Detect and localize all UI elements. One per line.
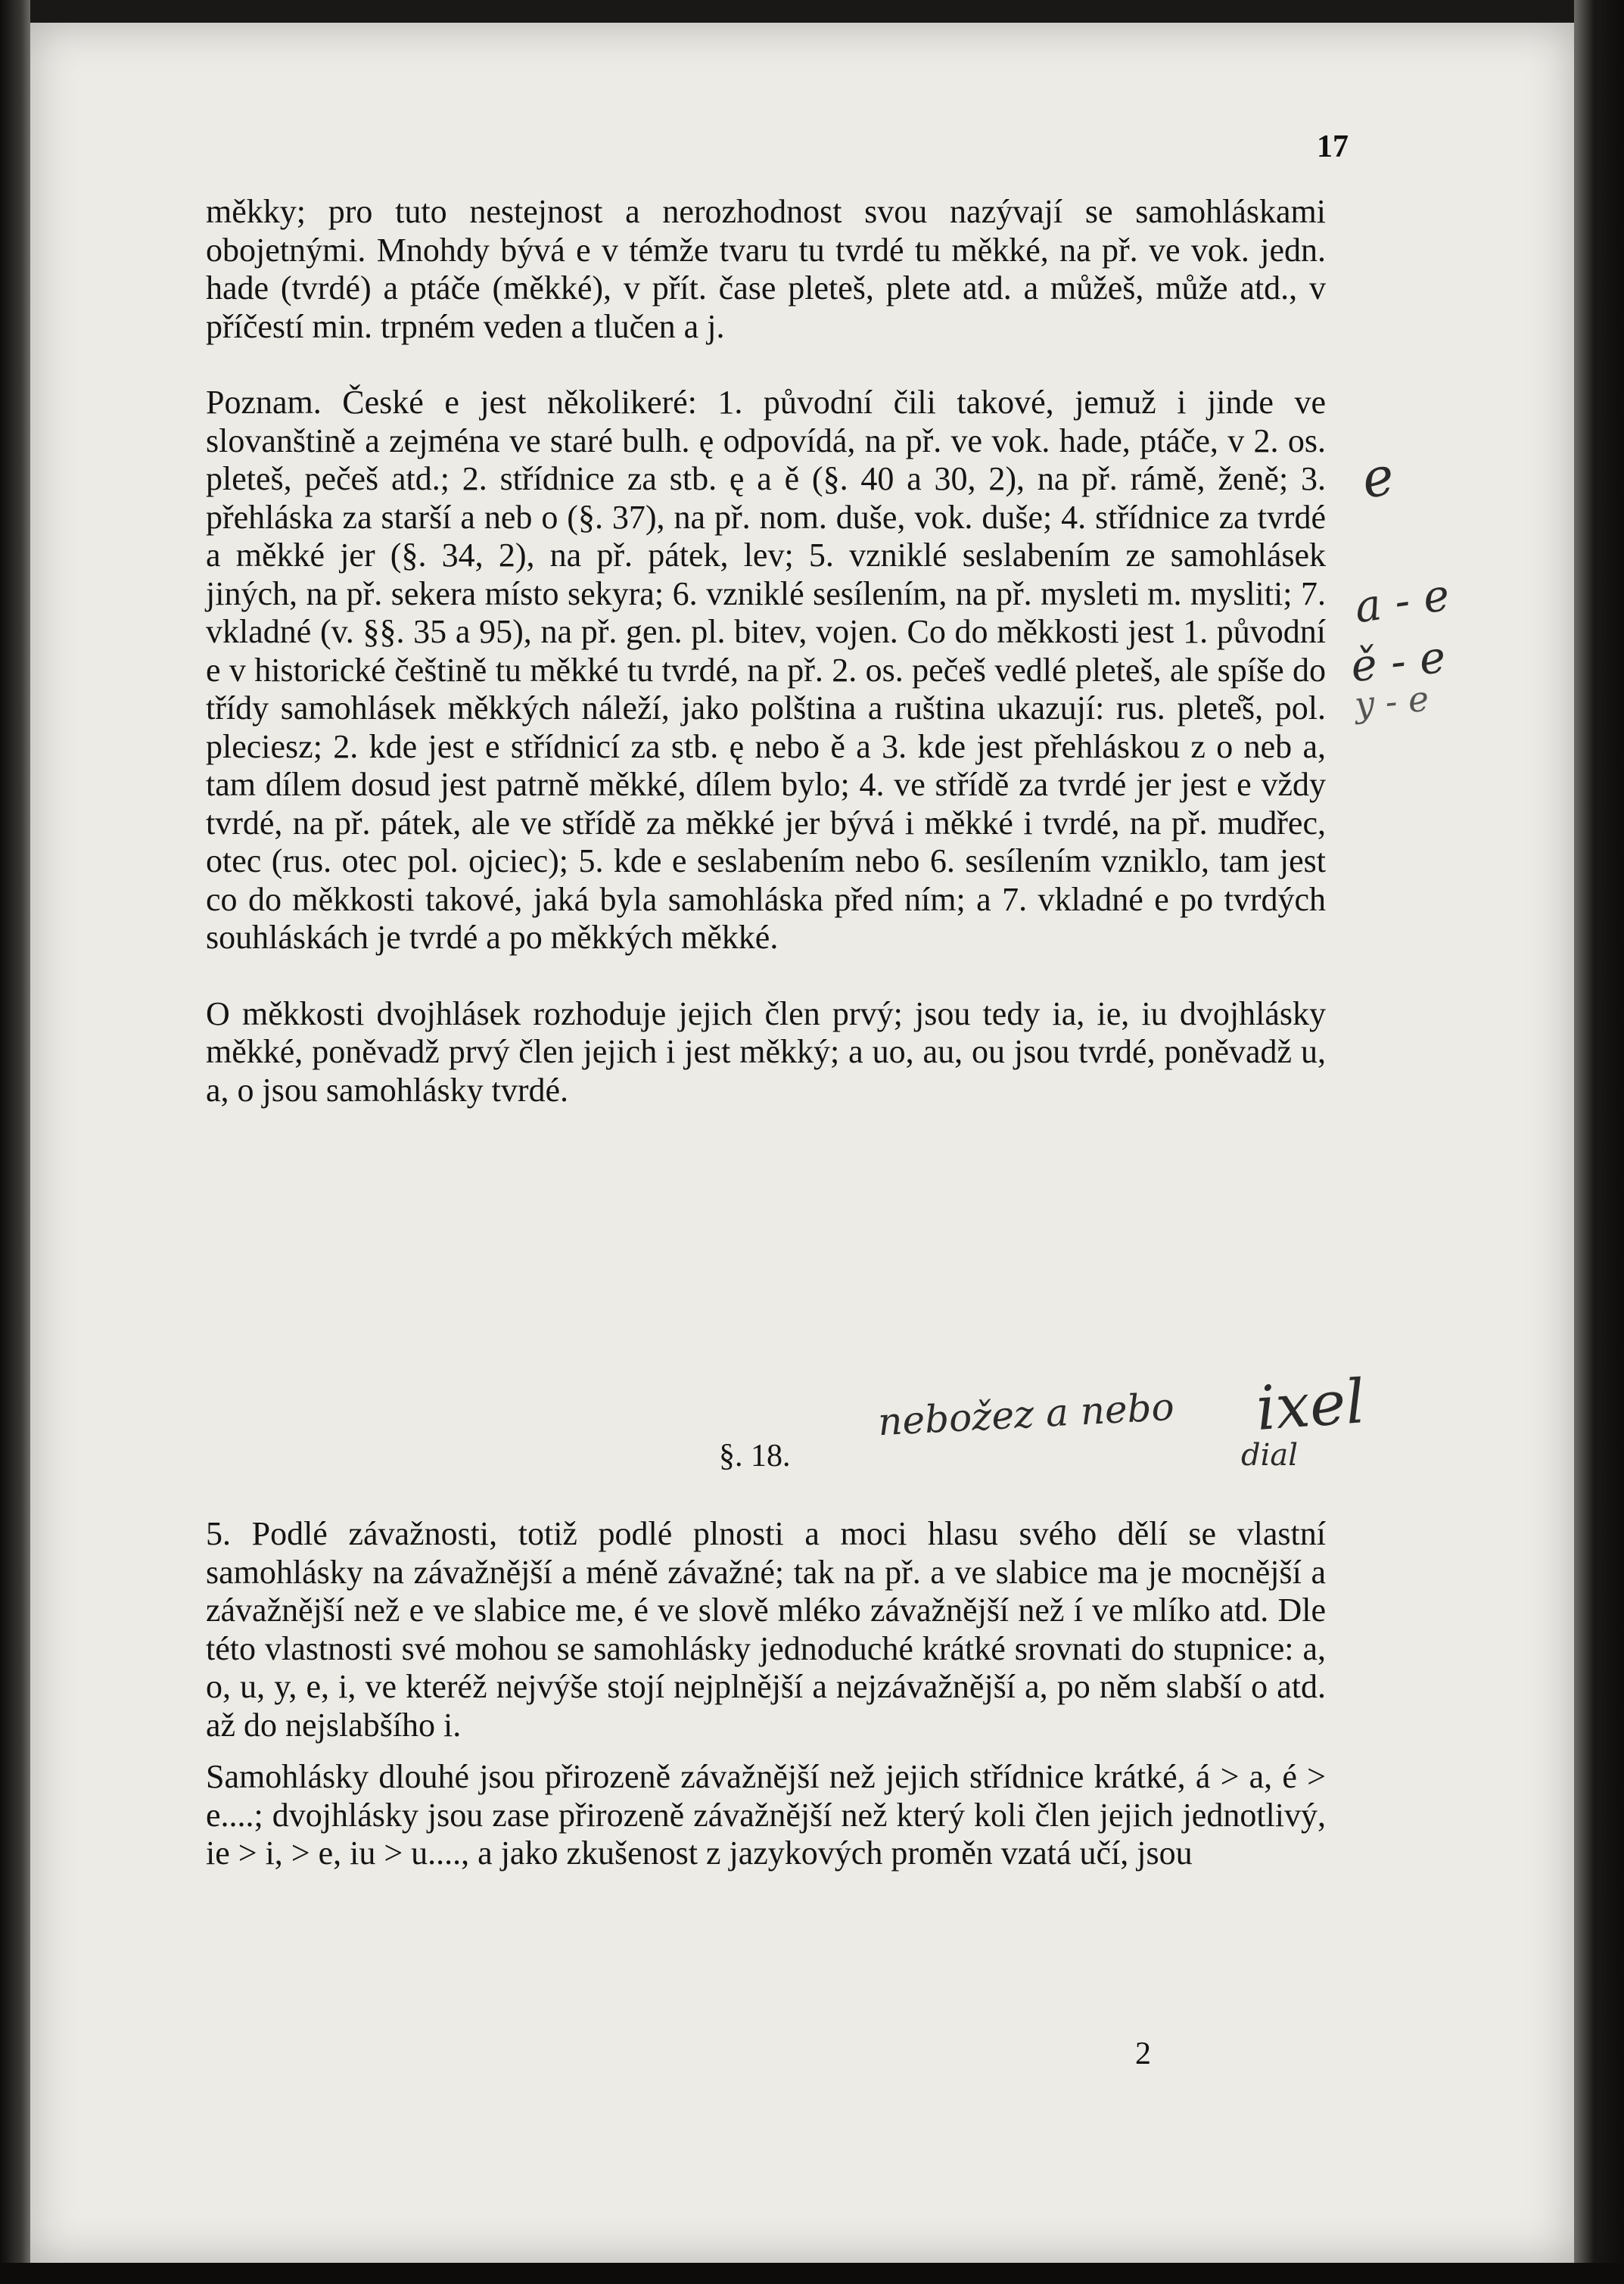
paragraph: měkky; pro tuto nestejnost a nerozhodnost svou nazývají se samohláskami obojetnými. Mnohdy bývá e v témže tvaru tu tvrdé tu měkké, na př. ve vok. jedn. hade (tvrdé) a ptáče (měkké), v přít. čase pleteš, plete atd. a můžeš, může atd., v příčestí min. trpném veden a tlučen a j. [206, 193, 1326, 345]
body-text-lower [206, 1515, 1326, 1873]
paragraph: O měkkosti dvojhlásek rozhoduje jejich člen prvý; jsou tedy ia, ie, iu dvojhlásky měkké, poněvadž prvý člen jejich i jest měkký; a uo, au, ou jsou tvrdé, poněvadž u, a, o jsou samohlásky tvrdé. [206, 994, 1326, 1109]
paragraph-note: Poznam. České e jest několikeré: 1. původní čili takové, jemuž i jinde ve slovanštině a zejména ve staré bulh. ę odpovídá, na př. ve vok. hade, ptáče, v 2. os. pleteš, pečeš atd.; 2. střídnice za stb. ę a ě (§. 40 a 30, 2), na př. rámě, ženě; 3. přehláska za starší a neb o (§. 37), na př. nom. duše, vok. duše; 4. střídnice za tvrdé a měkké jer (§. 34, 2), na př. pátek, lev; 5. vzniklé seslabením ze samohlásek jiných, na př. sekera místo sekyra; 6. vzniklé sesílením, na př. mysleti m. mysliti; 7. vkladné (v. §§. 35 a 95), na př. gen. pl. bitev, vojen. Co do měkkosti jest 1. původní e v historické češtině tu měkké tu tvrdé, na př. 2. os. pečeš vedlé pleteš, ale spíše do třídy samohlásek měkkých náleží, jako polština a ruština ukazují: rus. plete̊š, pol. pleciesz; 2. kde jest e střídnicí za stb. ę nebo ě a 3. kde jest přehláskou z o neb a, tam dílem dosud jest patrně měkké, dílem bylo; 4. ve střídě za tvrdé jer jest e vždy tvrdé, na př. pátek, ale ve střídě za měkké jer bývá i měkké i tvrdé, na př. mudřec, otec (rus. otec pol. ojciec); 5. kde e seslabením nebo 6. sesílením vzniklo, tam jest co do měkkosti takové, jaká byla samohláska před ním; a 7. vkladné e po tvrdých souhláskách je tvrdé a po měkkých měkké. [206, 384, 1326, 956]
page-edge [1574, 0, 1624, 2284]
paragraph: Samohlásky dlouhé jsou přirozeně závažnější než jejich střídnice krátké, á > a, é > e....; dvojhlásky jsou zase přirozeně závažnější než který koli člen jejich jednotlivý, ie > i, > e, iu > u...., a jako zkušenost z jazykových proměn vzatá učí, jsou [206, 1758, 1326, 1872]
handwritten-note: y - e [1352, 677, 1431, 726]
body-text-upper [206, 193, 1326, 1109]
page-number: 17 [1317, 129, 1349, 164]
handwritten-note: ě - e [1348, 630, 1448, 692]
handwritten-note: dial [1241, 1438, 1299, 1473]
signature-mark: 2 [1135, 2037, 1151, 2071]
handwritten-note: e [1357, 444, 1399, 511]
book-spine [0, 0, 30, 2284]
handwritten-note: ixel [1253, 1366, 1367, 1444]
paragraph: 5. Podlé závažnosti, totiž podlé plnosti a moci hlasu svého dělí se vlastní samohlásky na závažnější a méně závažné; tak na př. a ve slabice ma je mocnější a závažnější než e ve slabice me, é ve slově mléko závažnější než í ve mlíko atd. Dle této vlastnosti své mohou se samohlásky jednoduché krátké srovnati do stupnice: a, o, u, y, e, i, ve kteréž nejvýše stojí nejplnější a nejzávažnější a, po něm slabší o atd. až do nejslabšího i. [206, 1515, 1326, 1744]
handwritten-note: nebožez a nebo [876, 1384, 1175, 1445]
handwritten-note: a - e [1351, 568, 1453, 633]
page-bottom-edge [0, 2263, 1624, 2284]
section-heading: §. 18. [719, 1439, 791, 1473]
